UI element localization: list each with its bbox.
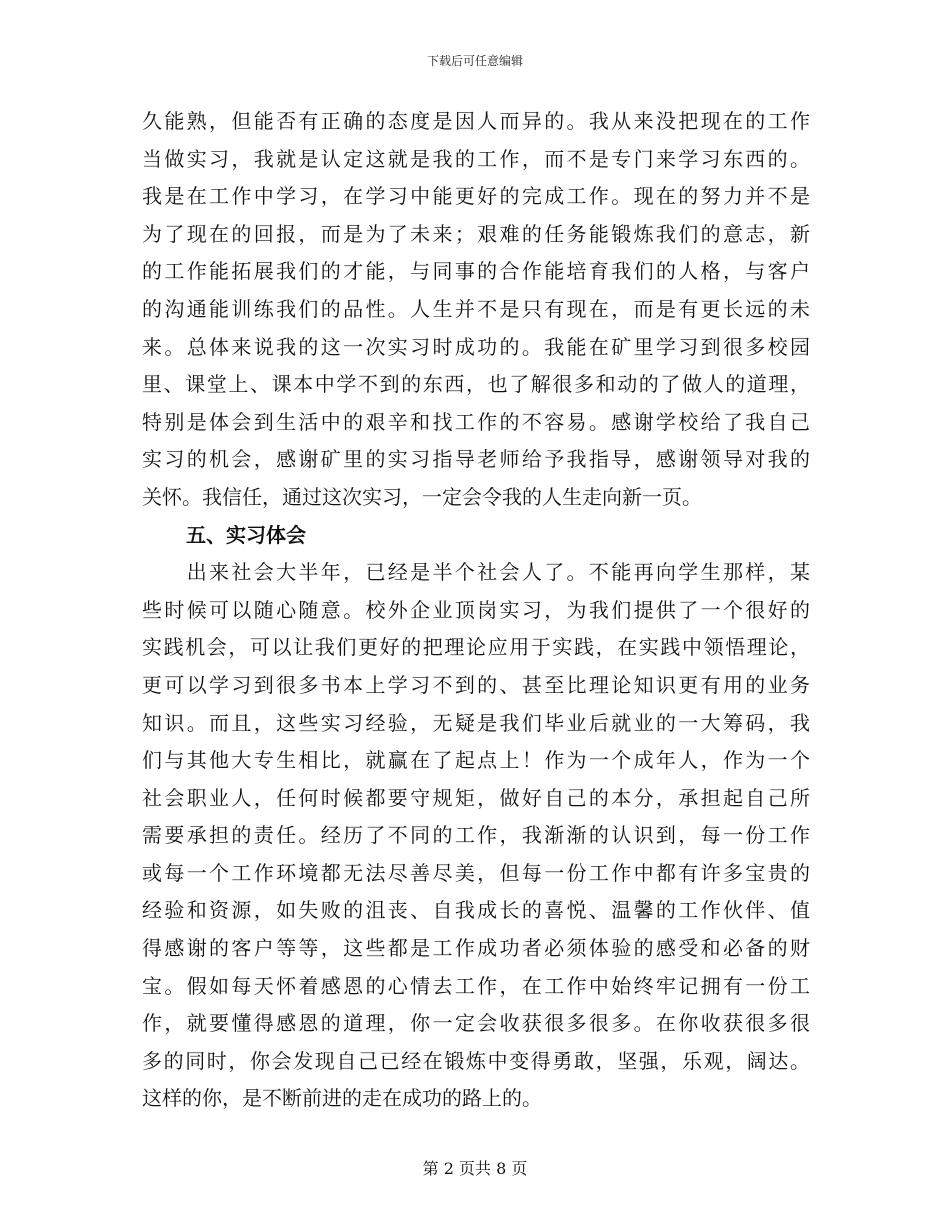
paragraph-1 [142,103,810,517]
text-line: 的工作能拓展我们的才能，与同事的合作能培育我们的人格，与客户 [142,259,810,284]
text-line: 社会职业人，任何时候都要守规矩，做好自己的本分，承担起自己所 [142,785,810,810]
section-heading: 五、实习体会 [186,522,306,547]
text-line: 需要承担的责任。经历了不同的工作，我渐渐的认识到，每一份工作 [142,823,810,848]
text-line: 来。总体来说我的这一次实习时成功的。我能在矿里学习到很多校园 [142,334,810,359]
text-line: 里、课堂上、课本中学不到的东西，也了解很多和动的了做人的道理， [142,372,810,397]
text-line: 或每一个工作环境都无法尽善尽美，但每一份工作中都有许多宝贵的 [142,860,810,885]
text-line: 出来社会大半年，已经是半个社会人了。不能再向学生那样，某 [142,560,810,585]
text-line: 得感谢的客户等等，这些都是工作成功者必须体验的感受和必备的财 [142,936,810,961]
document-body [142,103,810,1118]
text-line: 们与其他大专生相比，就赢在了起点上！作为一个成年人，作为一个 [142,748,810,773]
text-line: 作，就要懂得感恩的道理，你一定会收获很多很多。在你收获很多很 [142,1011,810,1036]
text-line: 更可以学习到很多书本上学习不到的、甚至比理论知识更有用的业务 [142,672,810,697]
text-line: 经验和资源，如失败的沮丧、自我成长的喜悦、温馨的工作伙伴、值 [142,898,810,923]
text-line: 多的同时，你会发现自己已经在锻炼中变得勇敢，坚强，乐观，阔达。 [142,1048,810,1073]
text-line: 宝。假如每天怀着感恩的心情去工作，在工作中始终牢记拥有一份工 [142,973,810,998]
text-line: 些时候可以随心随意。校外企业顶岗实习，为我们提供了一个很好的 [142,597,810,622]
text-line: 实践机会，可以让我们更好的把理论应用于实践，在实践中领悟理论， [142,635,810,660]
text-line: 关怀。我信任，通过这次实习，一定会令我的人生走向新一页。 [142,484,702,509]
page-header: 下载后可任意编辑 [426,54,523,68]
text-line: 这样的你，是不断前进的走在成功的路上的。 [142,1086,542,1111]
paragraph-2 [142,554,810,1118]
text-line: 的沟通能训练我们的品性。人生并不是只有现在，而是有更长远的未 [142,296,810,321]
text-line: 我是在工作中学习，在学习中能更好的完成工作。现在的努力并不是 [142,184,810,209]
text-line: 为了现在的回报，而是为了未来；艰难的任务能锻炼我们的意志，新 [142,221,810,246]
page-number: 第 2 页共 8 页 [422,1159,528,1178]
text-line: 知识。而且，这些实习经验，无疑是我们毕业后就业的一大筹码，我 [142,710,810,735]
text-line: 实习的机会，感谢矿里的实习指导老师给予我指导，感谢领导对我的 [142,447,810,472]
text-line: 特别是体会到生活中的艰辛和找工作的不容易。感谢学校给了我自己 [142,409,810,434]
text-line: 久能熟，但能否有正确的态度是因人而异的。我从来没把现在的工作 [142,109,810,133]
text-line: 当做实习，我就是认定这就是我的工作，而不是专门来学习东西的。 [142,146,810,171]
